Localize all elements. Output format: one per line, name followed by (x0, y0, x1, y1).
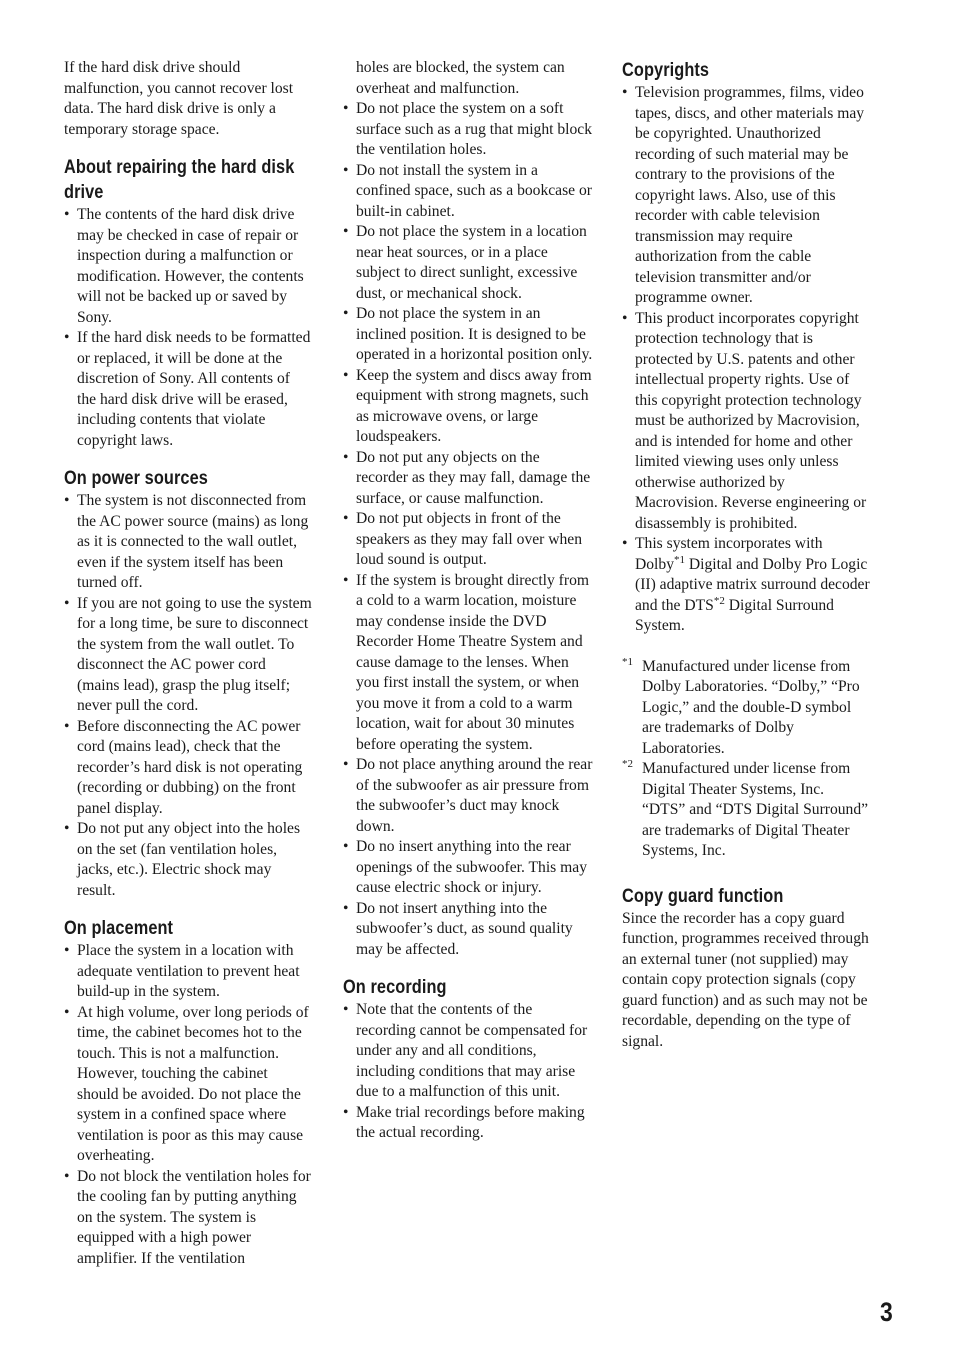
list-item: • If the hard disk needs to be formatted or replaced, it will be done at the discretion of Sony. All contents of the hard disk drive will be erased, including contents that violate copyright laws. (64, 328, 312, 451)
heading-placement: On placement (64, 918, 174, 939)
footnote-text: Manufactured under license from Dolby Laboratories. “Dolby,” “Pro Logic,” and the double-D symbol are trademarks of Dolby Laboratories. (642, 657, 860, 757)
footnote-mark: *2 (622, 758, 633, 770)
list-item: • Note that the contents of the recording cannot be compensated for under any and all conditions, including conditions that may arise due to a malfunction of this unit. (343, 1000, 593, 1103)
dolby-text-a: This system incorporates with Dolby (635, 535, 823, 573)
placement-list (64, 941, 312, 1269)
column-3 (622, 58, 870, 1052)
list-item: • Do not place the system in a location near heat sources, or in a place subject to direct sunlight, excessive dust, or mechanical shock. (343, 222, 593, 304)
heading-power-sources: On power sources (64, 468, 208, 489)
copy-guard-paragraph: Since the recorder has a copy guard function, programmes received through an external tuner (not supplied) may contain copy protection signals (copy guard function) and as such may not be recordable, depending on the type of signal. (622, 909, 869, 1050)
list-item: • Make trial recordings before making the actual recording. (343, 1103, 593, 1144)
recording-list (343, 1000, 593, 1144)
list-item: • This product incorporates copyright protection technology that is protected by U.S. patents and other intellectual property rights. Use of this copyright protection technology must be authorized by Macrovision, and is intended for home and other limited viewing uses only unless otherwise authorized by Macrovision. Reverse engineering or disassembly is prohibited. (622, 309, 870, 535)
list-item-dolby-dts (622, 534, 870, 637)
list-item: • Do not put any object into the holes on the set (fan ventilation holes, jacks, etc.). Electric shock may result. (64, 819, 312, 901)
list-item: • Do no insert anything into the rear openings of the subwoofer. This may cause electric shock or injury. (343, 837, 593, 899)
list-item: • Do not install the system in a confined space, such as a bookcase or built-in cabinet. (343, 161, 593, 223)
list-item: • Keep the system and discs away from equipment with strong magnets, such as microwave ovens, or large loudspeakers. (343, 366, 593, 448)
footnotes (622, 657, 870, 862)
intro-paragraph: If the hard disk drive should malfunction, you cannot recover lost data. The hard disk drive is only a temporary storage space. (64, 59, 294, 138)
list-item: • Place the system in a location with adequate ventilation to prevent heat build-up in the system. (64, 941, 312, 1003)
list-item: • Television programmes, films, video tapes, discs, and other materials may be copyrighted. Unauthorized recording of such material may be contrary to the provisions of the copyright laws. Also, use of this recorder with cable television transmission may require authorization from the cable television transmitter and/or programme owner. (622, 83, 870, 309)
list-item: • Do not place the system in an inclined position. It is designed to be operated in a horizontal position only. (343, 304, 593, 366)
list-item: • Do not put any objects on the recorder as they may fall, damage the surface, or cause malfunction. (343, 448, 593, 510)
dolby-text-b: Digital and Dolby Pro Logic (II) adaptive matrix surround decoder and the DTS (635, 555, 870, 614)
footnote-ref-1: *1 (673, 553, 685, 566)
footnote-mark: *1 (622, 655, 633, 668)
list-item: • The contents of the hard disk drive may be checked in case of repair or inspection during a malfunction or modification. However, the contents will not be backed up or saved by Sony. (64, 205, 312, 328)
list-item: • Do not put objects in front of the speakers as they may fall over when loud sound is output. (343, 509, 593, 571)
list-item: • Do not insert anything into the subwoofer’s duct, as sound quality may be affected. (343, 899, 593, 961)
list-item: • If the system is brought directly from a cold to a warm location, moisture may condense inside the DVD Recorder Home Theatre System and cause damage to the lenses. When you first install the system, or when you move it from a cold to a warm location, wait for about 30 minutes before operating the system. (343, 571, 593, 756)
list-item: • Do not place anything around the rear of the subwoofer as air pressure from the subwoofer’s duct may knock down. (343, 755, 593, 837)
page-number: 3 (880, 1297, 893, 1327)
list-item: • Do not place the system on a soft surface such as a rug that might block the ventilation holes. (343, 99, 593, 161)
footnote-text: Manufactured under license from Digital Theater Systems, Inc. “DTS” and “DTS Digital Surround” are trademarks of Digital Theater Systems, Inc. (642, 760, 869, 859)
power-list (64, 491, 312, 901)
list-item: • Before disconnecting the AC power cord (mains lead), check that the recorder’s hard disk is not operating (recording or dubbing) on the front panel display. (64, 717, 312, 820)
repair-list (64, 205, 312, 451)
heading-copy-guard: Copy guard function (622, 885, 784, 907)
placement-continuation: holes are blocked, the system can overheat and malfunction. (356, 59, 565, 97)
footnote-1 (622, 657, 870, 760)
dolby-text-c: Digital Surround System. (635, 596, 834, 634)
placement-list-continued (343, 99, 593, 960)
heading-repairing-hard-disk: About repairing the hard disk drive (64, 157, 295, 203)
footnote-2 (622, 759, 870, 862)
list-item: • At high volume, over long periods of time, the cabinet becomes hot to the touch. This is not a malfunction. However, touching the cabinet should be avoided. Do not place the system in a confined space where ventilation is poor as this may cause overheating. (64, 1003, 312, 1167)
heading-recording: On recording (343, 977, 447, 998)
list-item: • The system is not disconnected from the AC power source (mains) as long as it is connected to the wall outlet, even if the system itself has been turned off. (64, 491, 312, 594)
heading-copyrights: Copyrights (622, 60, 710, 81)
column-1 (64, 58, 312, 1269)
footnote-ref-2: *2 (713, 594, 725, 607)
list-item: • Do not block the ventilation holes for the cooling fan by putting anything on the system. The system is equipped with a high power amplifier. If the ventilation (64, 1167, 312, 1270)
column-2 (343, 58, 593, 1144)
copyrights-list (622, 83, 870, 637)
list-item: • If you are not going to use the system for a long time, be sure to disconnect the system from the wall outlet. To disconnect the AC power cord (mains lead), grasp the plug itself; never pull the cord. (64, 594, 312, 717)
